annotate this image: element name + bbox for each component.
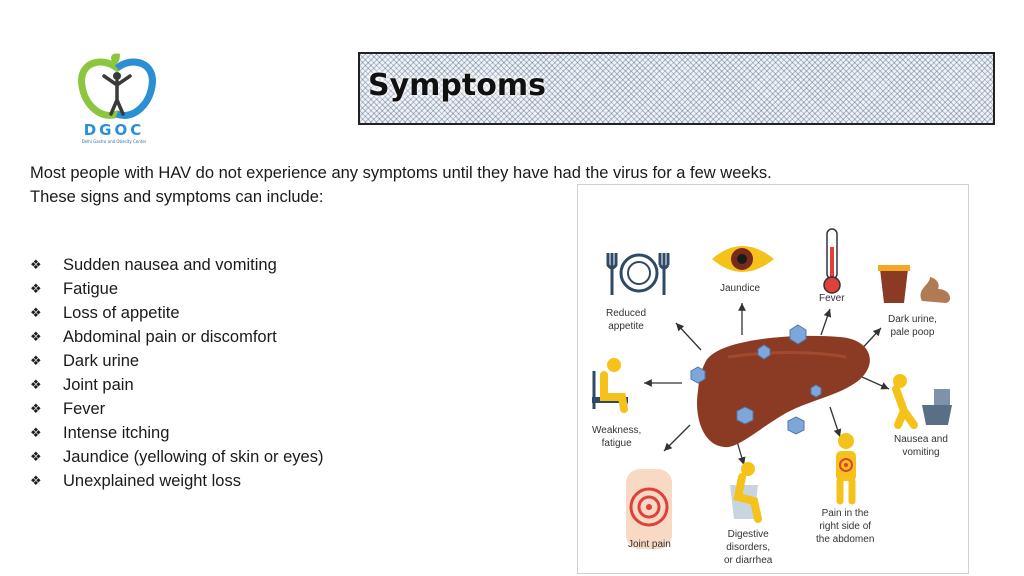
eye-icon <box>712 246 774 272</box>
list-item <box>30 253 323 277</box>
tired-person-icon <box>592 358 628 409</box>
label-weakness: Weakness, fatigue <box>592 425 642 449</box>
symptom-text: Loss of appetite <box>63 304 180 322</box>
list-item <box>30 349 323 373</box>
label-digestive: Digestive disorders, or diarrhea <box>724 529 773 566</box>
hav-symptoms-infographic <box>577 184 969 574</box>
list-item <box>30 277 323 301</box>
diamond-bullet-icon: ❖ <box>30 425 42 440</box>
list-item <box>30 397 323 421</box>
diamond-bullet-icon: ❖ <box>30 449 42 464</box>
label-joint-pain: Joint pain <box>628 539 671 550</box>
label-pain-abdomen: Pain in the right side of the abdomen <box>816 508 875 545</box>
list-item <box>30 373 323 397</box>
logo-wordmark: DGOC <box>83 121 145 139</box>
diamond-bullet-icon: ❖ <box>30 281 42 296</box>
label-reduced-appetite: Reduced appetite <box>606 308 647 332</box>
toilet-person-icon <box>730 462 758 519</box>
list-item <box>30 325 323 349</box>
symptom-text: Sudden nausea and vomiting <box>63 256 277 274</box>
label-jaundice: Jaundice <box>720 283 761 294</box>
label-dark-urine: Dark urine, pale poop <box>888 314 937 338</box>
diamond-bullet-icon: ❖ <box>30 257 42 272</box>
page-title: Symptoms <box>368 68 546 103</box>
list-item <box>30 421 323 445</box>
symptom-text: Intense itching <box>63 424 170 442</box>
plate-cutlery-icon <box>608 253 668 295</box>
thermometer-icon <box>824 229 840 293</box>
title-banner <box>358 52 995 125</box>
diamond-bullet-icon: ❖ <box>30 377 42 392</box>
diamond-bullet-icon: ❖ <box>30 473 42 488</box>
diamond-bullet-icon: ❖ <box>30 401 42 416</box>
label-nausea: Nausea and vomiting <box>894 434 948 458</box>
symptom-text: Fever <box>63 400 106 418</box>
symptom-text: Joint pain <box>63 376 134 394</box>
vomiting-person-icon <box>893 374 952 425</box>
symptom-text: Unexplained weight loss <box>63 472 241 490</box>
knee-pain-icon <box>626 469 672 549</box>
diamond-bullet-icon: ❖ <box>30 353 42 368</box>
diamond-bullet-icon: ❖ <box>30 329 42 344</box>
symptom-list <box>30 253 323 493</box>
symptom-text: Dark urine <box>63 352 140 370</box>
symptom-text: Fatigue <box>63 280 119 298</box>
list-item <box>30 301 323 325</box>
list-item <box>30 445 323 469</box>
list-item <box>30 469 323 493</box>
symptom-text: Abdominal pain or discomfort <box>63 328 277 346</box>
infographic-art <box>578 185 970 575</box>
intro-line-1: Most people with HAV do not experience any symptoms until they have had the virus for a few weeks. <box>30 164 772 182</box>
symptom-text: Jaundice (yellowing of skin or eyes) <box>63 448 324 466</box>
intro-line-2: These signs and symptoms can include: <box>30 188 324 206</box>
label-fever: Fever <box>819 293 845 304</box>
diamond-bullet-icon: ❖ <box>30 305 42 320</box>
logo-subtitle: Delhi Gastro and Obesity Center <box>81 139 147 144</box>
urine-stool-icon <box>878 265 950 303</box>
abdomen-pain-person-icon <box>836 433 856 501</box>
